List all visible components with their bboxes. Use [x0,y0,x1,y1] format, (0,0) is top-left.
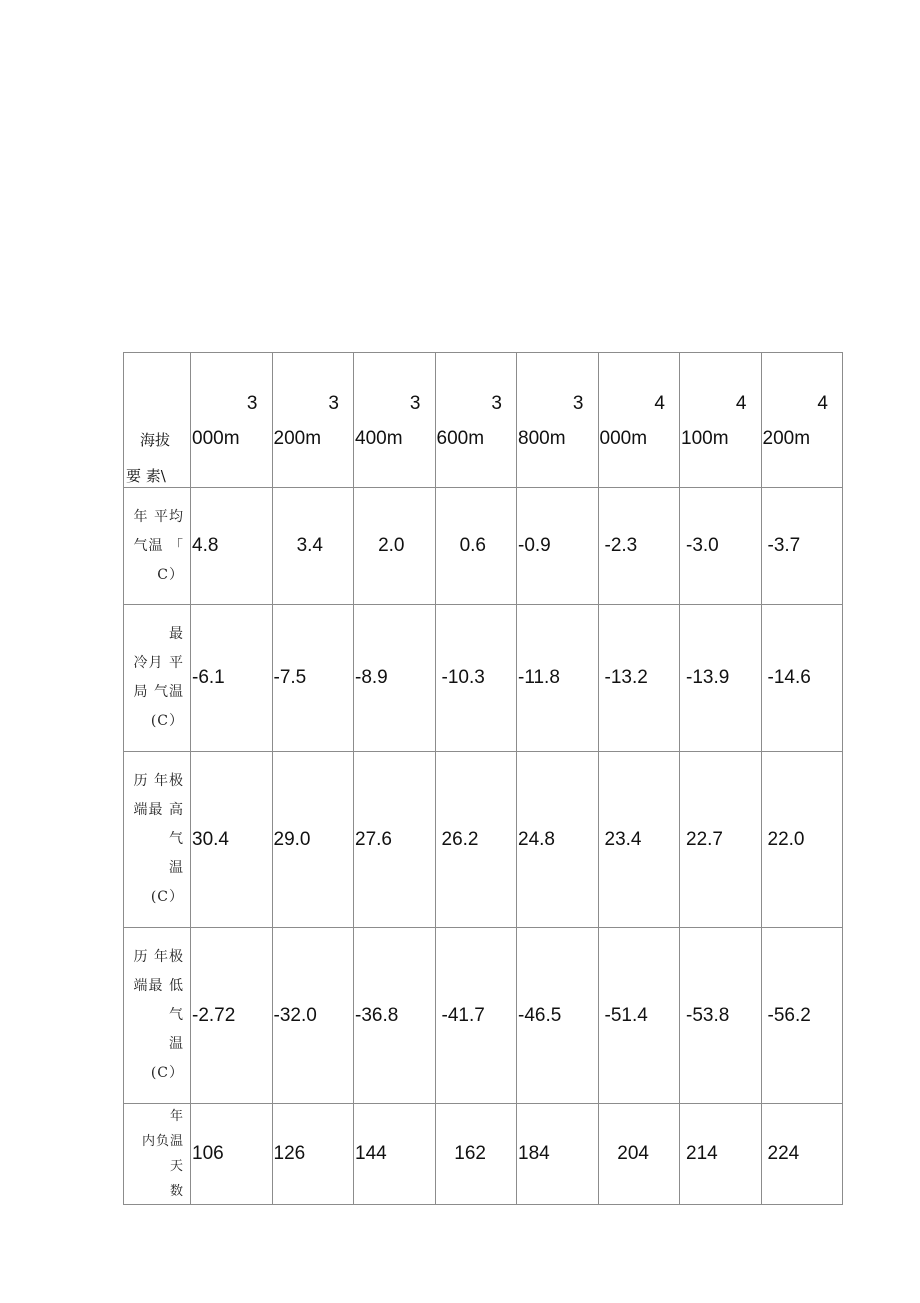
value-cell: -36.8 [354,928,436,1104]
value-cell: 23.4 [598,752,680,928]
value-cell: -41.7 [435,928,517,1104]
value-cell: 22.7 [680,752,762,928]
value-cell: 4.8 [191,488,273,605]
value-cell: -13.2 [598,605,680,752]
value-cell: 3.4 [272,488,354,605]
altitude-rest: 800m [518,428,566,449]
altitude-header-cell [354,353,436,488]
row-label: 最 冷月 平 局 气温 (C） [124,605,191,752]
value-cell: 30.4 [191,752,273,928]
value-cell: 26.2 [435,752,517,928]
coldest-month-mean-temperature-row [124,605,843,752]
altitude-header-cell [435,353,517,488]
corner-element-label: 要 素\ [126,467,166,485]
altitude-rest: 000m [192,428,240,449]
climate-altitude-table [123,352,843,1205]
value-cell: 224 [761,1104,843,1205]
altitude-header-cell [761,353,843,488]
altitude-header-cell [680,353,762,488]
altitude-lead: 4 [817,393,828,414]
value-cell: -53.8 [680,928,762,1104]
annual-mean-temperature-row [124,488,843,605]
altitude-lead: 3 [409,393,421,414]
value-cell: 2.0 [354,488,436,605]
value-cell: 106 [191,1104,273,1205]
corner-altitude-label: 海拔 [140,431,171,449]
altitude-header-cell [272,353,354,488]
value-cell: 0.6 [435,488,517,605]
value-cell: 214 [680,1104,762,1205]
value-cell: -14.6 [761,605,843,752]
value-cell: -0.9 [517,488,599,605]
value-cell: -11.8 [517,605,599,752]
value-cell: -6.1 [191,605,273,752]
altitude-rest: 400m [355,428,403,449]
value-cell: -2.72 [191,928,273,1104]
value-cell: -3.0 [680,488,762,605]
value-cell: 162 [435,1104,517,1205]
row-label: 年 平均 气温 「 C） [124,488,191,605]
altitude-lead: 3 [328,393,339,414]
altitude-lead: 4 [654,393,665,414]
value-cell: -56.2 [761,928,843,1104]
extreme-min-temperature-row [124,928,843,1104]
row-label: 历 年极 端最 低 气 温 (C） [124,928,191,1104]
altitude-rest: 600m [436,428,485,449]
annual-negative-temperature-days-row [124,1104,843,1205]
value-cell: -2.3 [598,488,680,605]
value-cell: 184 [517,1104,599,1205]
value-cell: -7.5 [272,605,354,752]
value-cell: 27.6 [354,752,436,928]
row-label: 年 内负温 天 数 [124,1104,191,1205]
value-cell: 24.8 [517,752,599,928]
value-cell: 144 [354,1104,436,1205]
altitude-lead: 4 [735,393,747,414]
value-cell: 29.0 [272,752,354,928]
extreme-max-temperature-row [124,752,843,928]
value-cell: -32.0 [272,928,354,1104]
corner-header-cell [124,353,191,488]
altitude-header-cell [517,353,599,488]
row-label: 历 年极 端最 高 气 温 (C） [124,752,191,928]
value-cell: -46.5 [517,928,599,1104]
altitude-lead: 3 [572,393,584,414]
altitude-rest: 000m [599,428,648,449]
altitude-rest: 100m [681,428,729,449]
value-cell: -10.3 [435,605,517,752]
value-cell: -13.9 [680,605,762,752]
altitude-lead: 3 [246,393,258,414]
header-row [124,353,843,488]
altitude-lead: 3 [491,393,502,414]
altitude-rest: 200m [762,428,811,449]
altitude-header-cell [598,353,680,488]
value-cell: -3.7 [761,488,843,605]
value-cell: -51.4 [598,928,680,1104]
value-cell: 126 [272,1104,354,1205]
altitude-header-cell [191,353,273,488]
value-cell: 22.0 [761,752,843,928]
value-cell: 204 [598,1104,680,1205]
altitude-rest: 200m [273,428,322,449]
value-cell: -8.9 [354,605,436,752]
